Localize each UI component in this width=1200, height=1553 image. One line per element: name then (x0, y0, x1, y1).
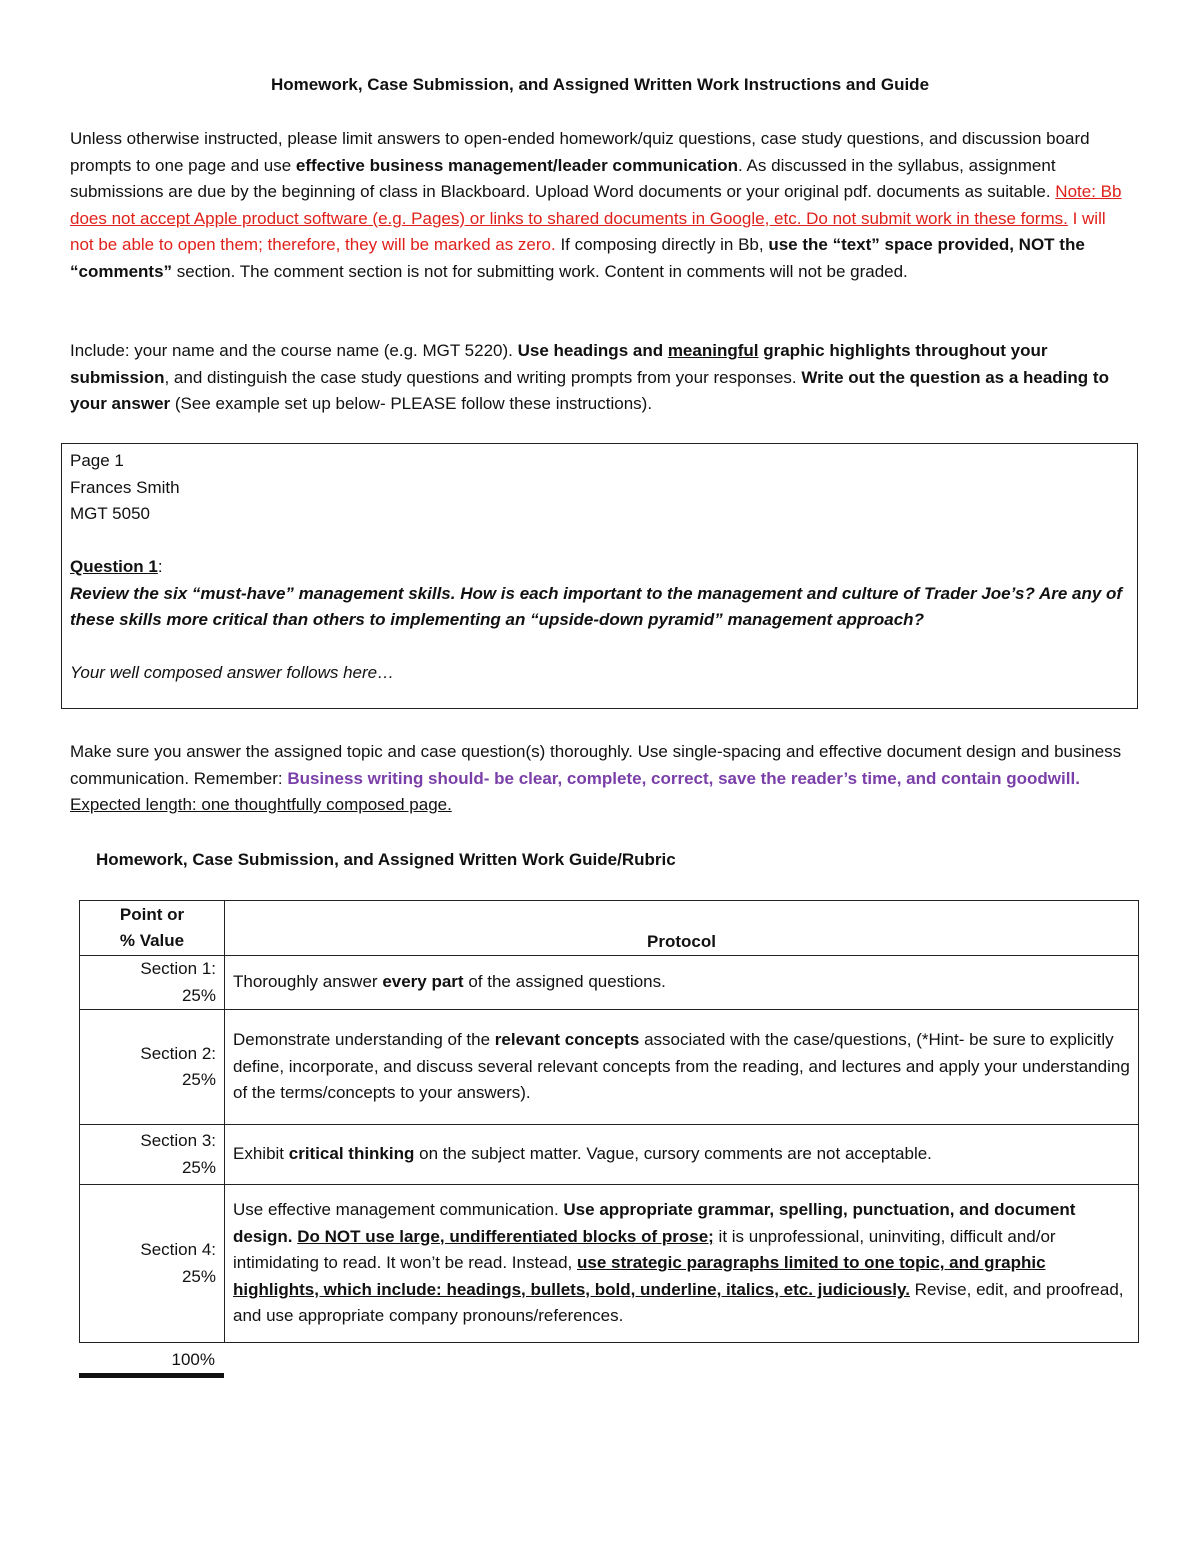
rubric-row-1 (80, 956, 1139, 1010)
row1-text-b: every part (382, 972, 464, 992)
example-submission-box (61, 443, 1138, 709)
example-course: MGT 5050 (70, 504, 151, 523)
include-meaningful: meaningful (667, 341, 759, 360)
row2-percent: 25% (181, 1070, 216, 1089)
rubric-table (79, 900, 1139, 1343)
include-text-7: (See example set up below- PLEASE follow these instructions). (170, 394, 653, 413)
rubric-row-4 (80, 1185, 1139, 1343)
row1-text-c: of the assigned questions. (463, 972, 666, 992)
rubric-row-4-value (80, 1185, 225, 1343)
rubric-row-4-protocol (225, 1185, 1139, 1343)
row4-text-b: Use appropriate grammar, spelling, punctuation, and document design. (233, 1200, 1076, 1246)
example-question-text (70, 581, 1129, 634)
example-page: Page 1 (70, 451, 124, 470)
row2-text-c: associated with the case/questions, (*Hint- be sure to explicitly define, incorporate, and discuss several relevant concepts from the reading, and lectures and apply your understanding of the terms/concepts to your answers). (233, 1030, 1130, 1103)
example-spacer-2 (70, 634, 1129, 661)
closing-text-1: Make sure you answer the assigned topic and case question(s) thoroughly. Use single-spacing and effective document design and business communication. Remember: (70, 742, 1122, 788)
answer-hint-text: Your well composed answer follows here… (70, 663, 395, 682)
intro-warning-text: Note: Bb does not accept Apple product software (e.g. Pages) or links to shared documents in Google, etc. Do not submit work in these forms. (70, 182, 1122, 228)
rubric-row-2-protocol (225, 1010, 1139, 1125)
intro-text-7: use the “text” space provided, NOT the “comments” (70, 235, 1085, 281)
include-text-6: Write out the question as a heading to your answer (70, 367, 1109, 413)
rubric-header-protocol: Protocol (225, 901, 1139, 956)
intro-warning-consequence: I will not be able to open them; therefore, they will be marked as zero. (70, 208, 1106, 254)
intro-text-1: Unless otherwise instructed, please limit answers to open-ended homework/quiz questions, case study questions, and discussion board prompts to one page and use (70, 129, 1090, 175)
intro-text-2: effective business management/leader communication (295, 155, 739, 175)
rubric-row-3 (80, 1125, 1139, 1185)
row4-text-e: it is unprofessional, uninviting, difficult and/or intimidating to read. It won’t be read. Instead, (233, 1226, 1056, 1273)
include-paragraph (70, 338, 1132, 418)
intro-text-6: If composing directly in Bb, (555, 235, 769, 254)
row4-percent: 25% (181, 1266, 216, 1286)
include-text-3 (668, 341, 759, 360)
example-question-heading (70, 554, 1129, 581)
rubric-title: Homework, Case Submission, and Assigned Written Work Guide/Rubric (96, 850, 676, 869)
rubric-total: 100% (171, 1350, 215, 1369)
rubric-row-2 (80, 1010, 1139, 1125)
intro-text-8: section. The comment section is not for submitting work. Content in comments will not be graded. (172, 261, 908, 281)
intro-text-3: . As discussed in the syllabus, assignment submissions are due by the beginning of class in Blackboard. Upload Word documents or your original pdf. documents as suitable. (70, 155, 1056, 201)
row3-text-c: on the subject matter. Vague, cursory comments are not acceptable. (414, 1144, 932, 1164)
rubric-row-1-protocol (225, 956, 1139, 1010)
row4-text-f: use strategic paragraphs limited to one topic, and graphic highlights, which include: headings, bullets, bold, underline, italics, etc. judiciously. (233, 1253, 1046, 1299)
closing-paragraph (70, 739, 1132, 819)
rubric-header-value: Point or % Value (80, 901, 225, 956)
rubric-row-1-value (80, 956, 225, 1010)
rubric-row-3-protocol (225, 1125, 1139, 1185)
example-spacer (70, 528, 1129, 555)
row1-text-a: Thoroughly answer (233, 972, 383, 992)
row3-section: Section 3: (140, 1131, 216, 1150)
row2-section: Section 2: (140, 1043, 216, 1063)
question-colon: : (157, 557, 163, 576)
example-name: Frances Smith (70, 477, 180, 497)
document-title: Homework, Case Submission, and Assigned Written Work Instructions and Guide (270, 75, 930, 94)
question-text: Review the six “must-have” management skills. How is each important to the management and culture of Trader Joe’s? Are any of these skills more critical than others to implementing an “upside-down pyramid” management approach? (70, 583, 1123, 629)
row2-text-b: relevant concepts (494, 1030, 640, 1050)
closing-expected-length: Expected length: one thoughtfully composed page. (70, 795, 452, 814)
intro-paragraph (70, 126, 1132, 285)
include-text-5: , and distinguish the case study questions and writing prompts from your responses. (164, 367, 802, 387)
row3-text-a: Exhibit (233, 1144, 289, 1164)
rubric-header-row (80, 901, 1139, 956)
rubric-row-2-value (80, 1010, 225, 1125)
row4-text-d: Do NOT use large, undifferentiated blocks of prose; (297, 1226, 714, 1246)
closing-highlight: Business writing should- be clear, complete, correct, save the reader’s time, and contain goodwill. (287, 768, 1080, 788)
question-label: Question 1 (70, 557, 158, 576)
row4-text-g: Revise, edit, and proofread, and use appropriate company pronouns/references. (233, 1279, 1124, 1326)
row4-text-a: Use effective management communication. (233, 1200, 564, 1220)
row3-percent: 25% (181, 1157, 216, 1177)
rubric-total-underline (79, 1373, 224, 1378)
row1-section: Section 1: (140, 959, 216, 978)
rubric-row-3-value (80, 1125, 225, 1185)
row1-percent: 25% (181, 985, 216, 1005)
include-text-2: Use headings and (517, 341, 668, 360)
row4-section: Section 4: (140, 1240, 216, 1259)
include-text-1: Include: your name and the course name (e.g. MGT 5220). (70, 341, 518, 360)
row3-text-b: critical thinking (288, 1144, 415, 1164)
row2-text-a: Demonstrate understanding of the (233, 1030, 495, 1050)
example-answer-hint (70, 660, 1129, 687)
include-text-4: graphic highlights throughout your submission (70, 341, 1048, 387)
